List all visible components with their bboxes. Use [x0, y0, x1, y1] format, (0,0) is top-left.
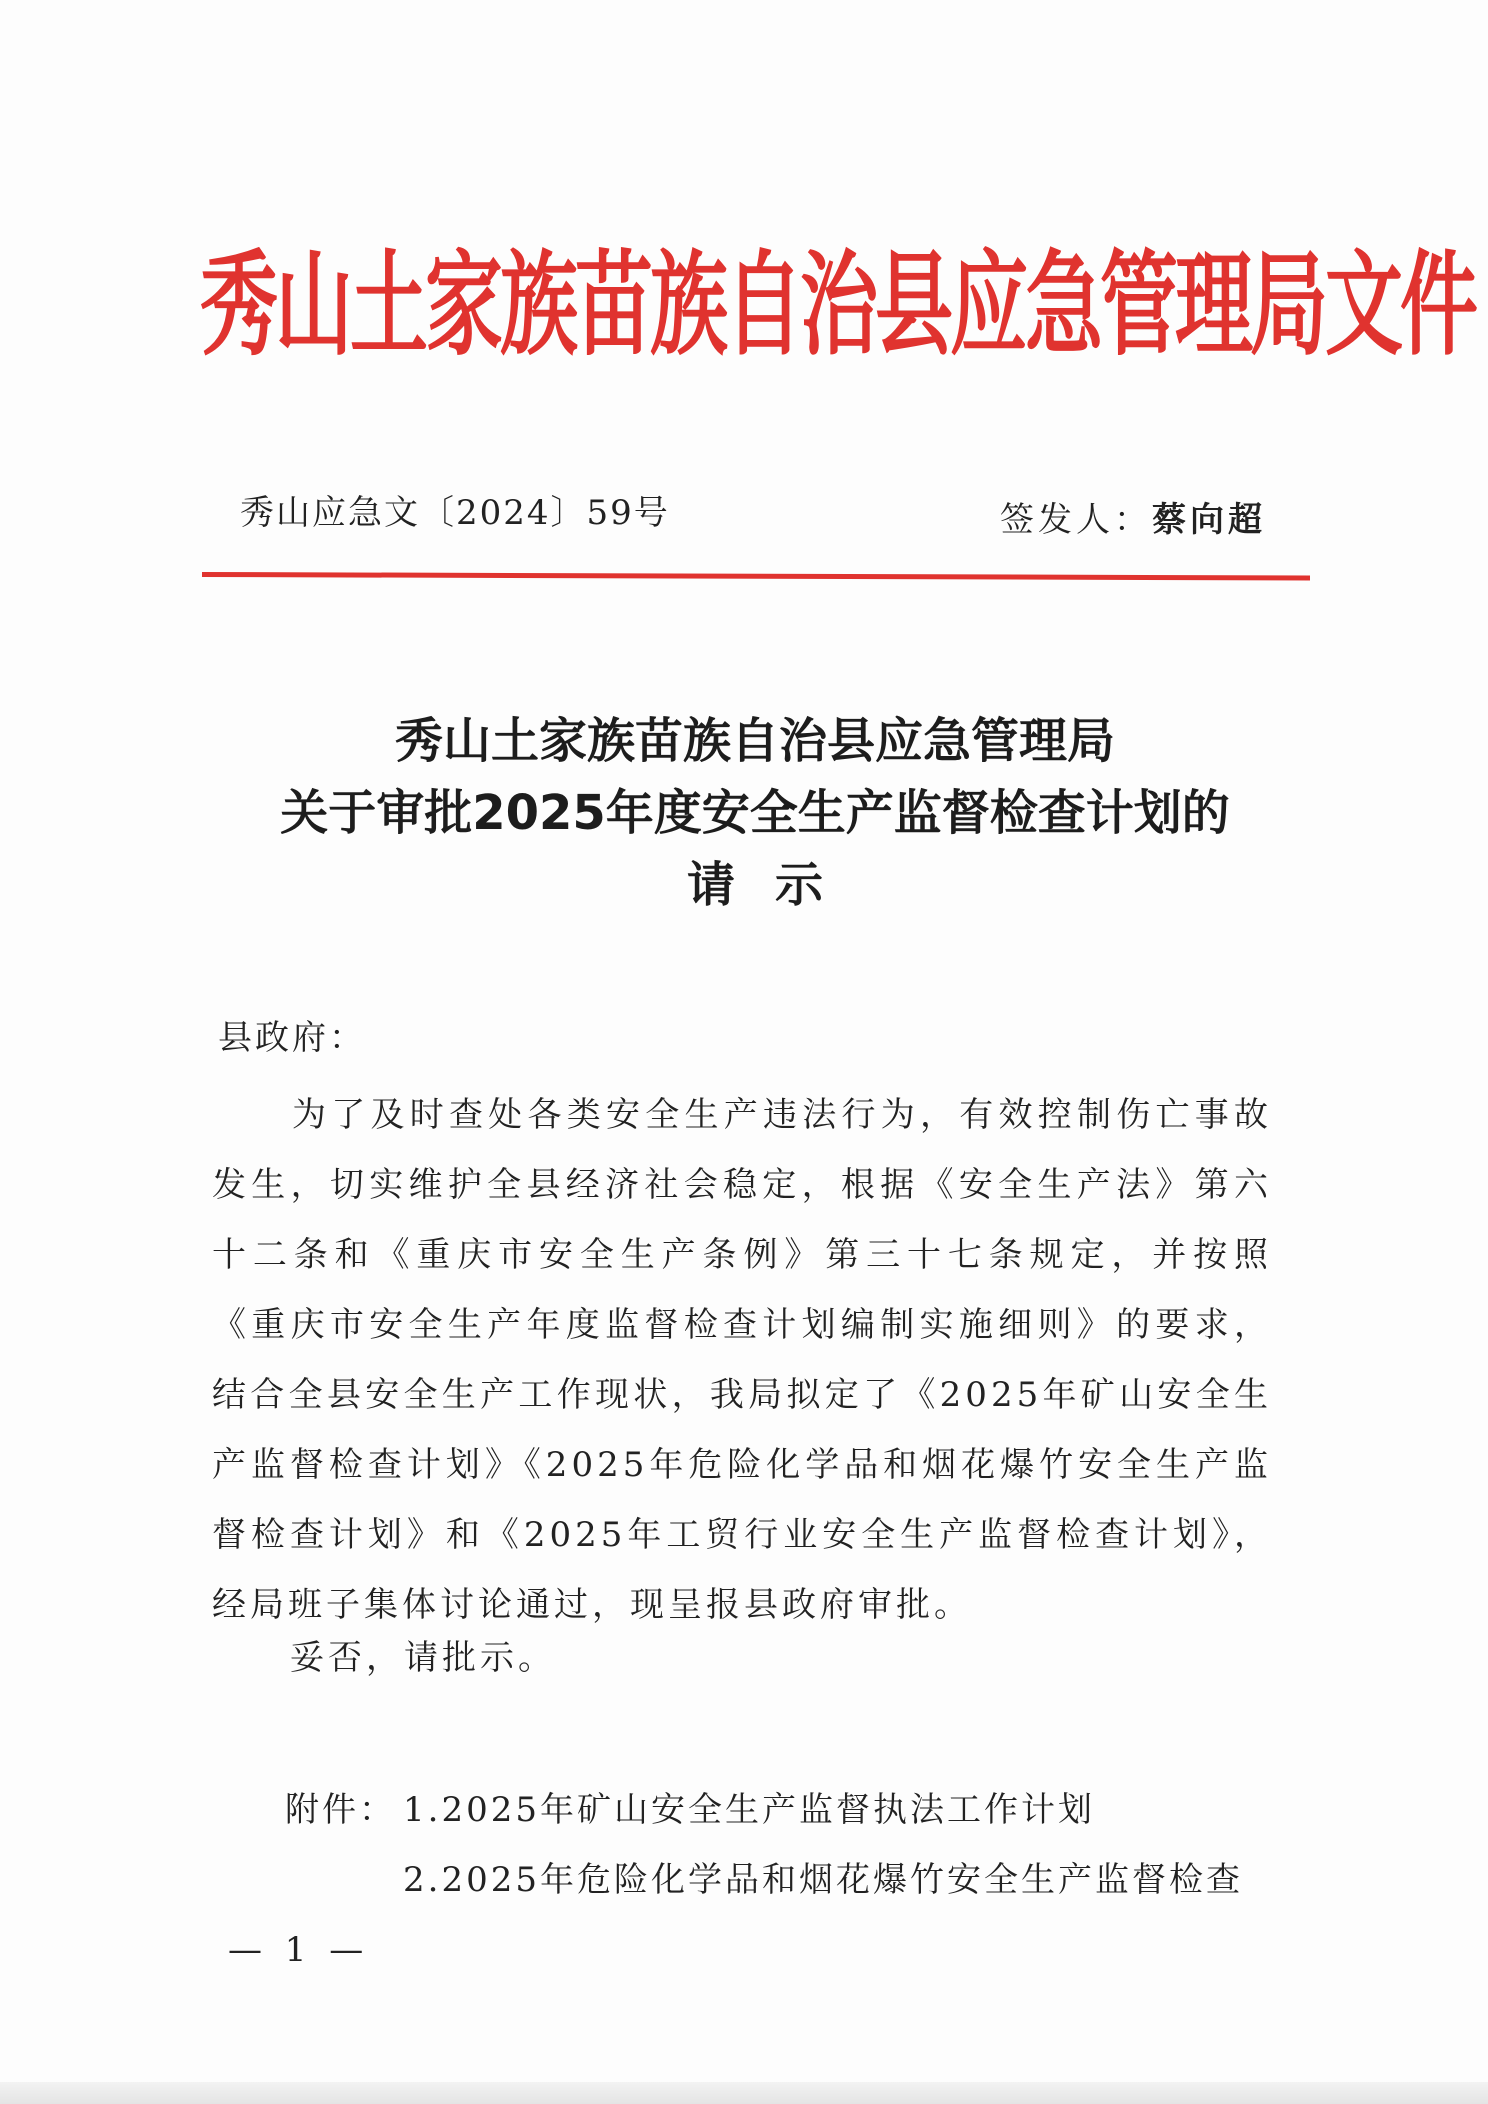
attachment-text-1: 1.2025年矿山安全生产监督执法工作计划	[403, 1790, 1095, 1830]
salutation: 县政府：	[218, 1018, 366, 1058]
title-line-1: 秀山土家族苗族自治县应急管理局	[394, 713, 1115, 769]
signer	[1000, 492, 1266, 541]
title-line-2: 关于审批2025年度安全生产监督检查计划的	[280, 785, 1230, 841]
body-paragraph: 为了及时查处各类安全生产违法行为，有效控制伤亡事故发生，切实维护全县经济社会稳定，根据《安全生产法》第六十二条和《重庆市安全生产条例》第三十七条规定，并按照《重庆市安全生产年度监督检查计划编制实施细则》的要求，结合全县安全生产工作现状，我局拟定了《2025年矿山安全生产监督检查计划》《2025年危险化学品和烟花爆竹安全生产监督检查计划》和《2025年工贸行业安全生产监督检查计划》，经局班子集体讨论通过，现呈报县政府审批。	[212, 1095, 1272, 1625]
scan-edge	[0, 2082, 1488, 2104]
title-line-3: 请示	[686, 857, 863, 913]
signer-label: 签发人：	[1000, 500, 1152, 540]
document-number: 秀山应急文〔2024〕59号	[240, 493, 670, 533]
attachment-item-1	[285, 1775, 1243, 1845]
body-paragraph-container	[212, 1080, 1272, 1640]
red-divider-line	[202, 572, 1310, 580]
document-title	[200, 705, 1310, 921]
attachments-label: 附件：	[285, 1790, 396, 1830]
attachment-item-2: 2.2025年危险化学品和烟花爆竹安全生产监督检查	[403, 1860, 1243, 1900]
masthead-title: 秀山土家族苗族自治县应急管理局文件	[200, 241, 1476, 372]
signer-name: 蔡向超	[1152, 500, 1266, 540]
closing-line: 妥否，请批示。	[290, 1638, 556, 1678]
attachments-list	[285, 1775, 1243, 1915]
page-number: — 1 —	[228, 1930, 370, 1970]
